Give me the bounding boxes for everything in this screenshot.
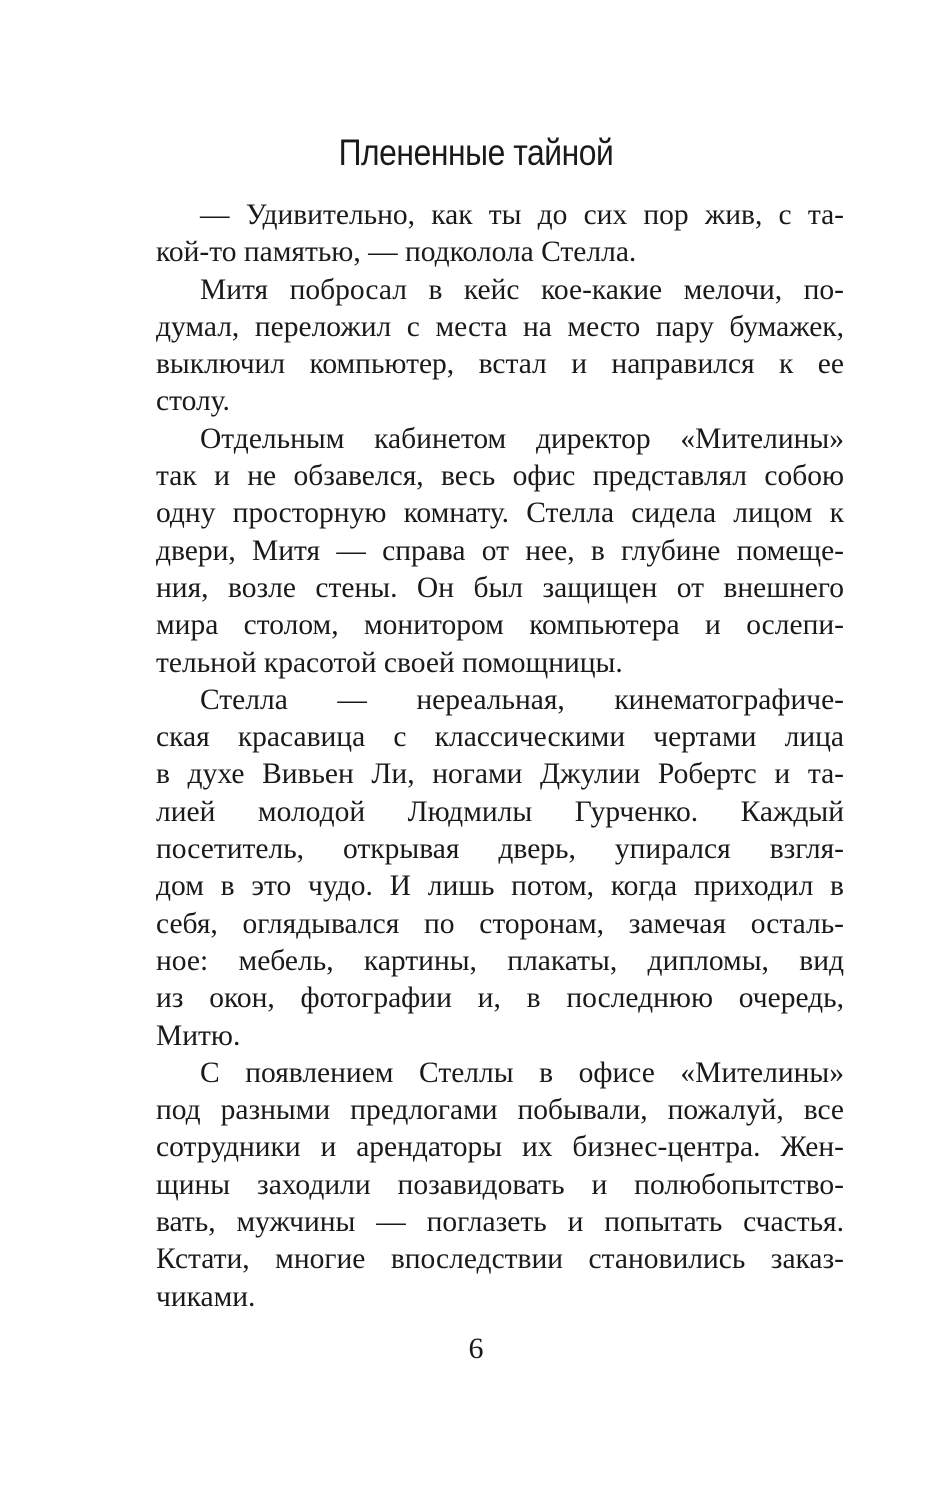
text-line: мира столом, монитором компьютера и ослепи- [156,609,844,642]
text-line: Митю. [156,1019,241,1052]
text-line: — Удивительно, как ты до сих пор жив, с та- [200,199,844,231]
text-line: С появлением Стеллы в офисе «Мителины» [200,1056,844,1089]
text-line: щины заходили позавидовать и полюбопытство- [156,1168,844,1201]
paragraph [156,682,844,1055]
text-line: думал, переложил с места на место пару бумажек, [156,310,844,343]
text-line: себя, оглядывался по сторонам, замечая осталь- [156,907,844,940]
page-number: 6 [468,1332,484,1365]
paragraph [156,272,844,421]
text-line: одну просторную комнату. Стелла сидела лицом к [156,497,844,530]
running-title: Плененные тайной [338,132,614,173]
text-line: сотрудники и арендаторы их бизнес-центра. Жен- [156,1131,844,1164]
body-text [156,197,844,1316]
text-line: выключил компьютер, встал и направился к ее [156,348,844,381]
text-line: дом в это чудо. И лишь потом, когда приходил в [156,870,844,903]
text-line: Кстати, многие впоследствии становились заказ- [156,1243,844,1276]
text-line: вать, мужчины — поглазеть и попытать счастья. [156,1206,844,1239]
text-line: Митя побросал в кейс кое-какие мелочи, по- [200,273,844,306]
text-line: двери, Митя — справа от нее, в глубине помеще- [156,534,844,567]
text-line: чиками. [156,1280,256,1313]
text-line: так и не обзавелся, весь офис представлял собою [156,460,844,493]
text-line: ская красавица с классическими чертами лица [156,721,844,754]
text-line: из окон, фотографии и, в последнюю очередь, [156,982,844,1015]
text-line: столу. [156,385,230,418]
text-line: лией молодой Людмилы Гурченко. Каждый [156,795,844,828]
text-line: ния, возле стены. Он был защищен от внешнего [156,571,844,604]
paragraph [156,197,844,272]
text-line: ное: мебель, картины, плакаты, дипломы, вид [156,944,844,977]
text-line: в духе Вивьен Ли, ногами Джулии Робертс и та- [156,758,844,791]
text-line: тельной красотой своей помощницы. [156,646,623,679]
text-line: кой-то памятью, — подколола Стелла. [156,236,637,269]
paragraph [156,421,844,682]
text-line: Отдельным кабинетом директор «Мителины» [200,422,844,455]
text-line: Стелла — нереальная, кинематографиче- [200,683,844,716]
text-line: посетитель, открывая дверь, упирался взгля- [156,833,844,866]
paragraph [156,1055,844,1316]
text-line: под разными предлогами побывали, пожалуй, все [156,1094,844,1127]
